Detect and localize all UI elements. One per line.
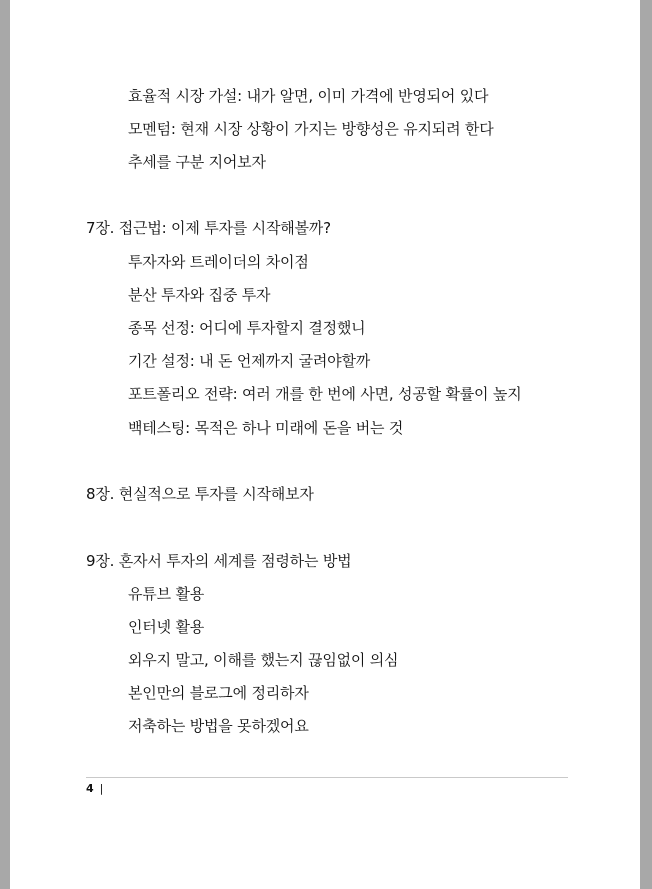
page-number: 4 [86,782,94,795]
toc-item: 포트폴리오 전략: 여러 개를 한 번에 사면, 성공할 확률이 높지 [128,385,522,403]
toc-chapter-heading: 7장. 접근법: 이제 투자를 시작해볼까? [86,219,331,237]
footer-divider [86,777,568,778]
toc-chapter-heading: 8장. 현실적으로 투자를 시작해보자 [86,485,314,503]
toc-item: 효율적 시장 가설: 내가 알면, 이미 가격에 반영되어 있다 [128,87,489,105]
toc-item: 종목 선정: 어디에 투자할지 결정했니 [128,319,366,337]
toc-item: 유튜브 활용 [128,585,205,603]
page-footer [86,782,103,796]
toc-item: 인터넷 활용 [128,618,205,636]
toc-item: 본인만의 블로그에 정리하자 [128,684,309,702]
toc-item: 기간 설정: 내 돈 언제까지 굴려야할까 [128,352,371,370]
toc-chapter-heading: 9장. 혼자서 투자의 세계를 점령하는 방법 [86,552,352,570]
toc-item: 분산 투자와 집중 투자 [128,286,271,304]
toc-item: 외우지 말고, 이해를 했는지 끊임없이 의심 [128,651,399,669]
toc-item: 모멘텀: 현재 시장 상황이 가지는 방향성은 유지되려 한다 [128,120,494,138]
toc-item: 백테스팅: 목적은 하나 미래에 돈을 버는 것 [128,419,404,437]
toc-item: 투자자와 트레이더의 차이점 [128,253,309,271]
toc-item: 추세를 구분 지어보자 [128,153,266,171]
page-number-separator: | [99,782,104,795]
document-page [10,0,640,889]
toc-item: 저축하는 방법을 못하겠어요 [128,717,309,735]
